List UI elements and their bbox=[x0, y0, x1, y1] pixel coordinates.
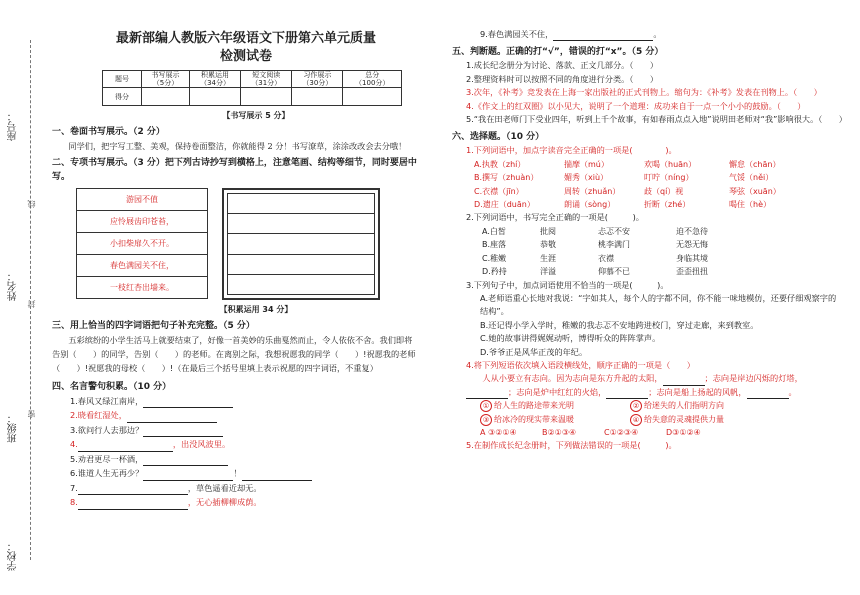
answer-blank[interactable] bbox=[663, 385, 705, 386]
section-3-text: 五彩缤纷的小学生活马上就要结束了，好像一首美妙的乐曲戛然而止，令人依依不舍。我们即将告别（ ）的同学，告别（ ）的老师。在离别之际，我想祝愿我的同学（ ）!祝愿我的老师（ ）!祝愿我的母校（ ）!（在最后三个括号里填上表示祝愿的四字词语，不重复） bbox=[52, 335, 416, 374]
grid-row[interactable] bbox=[228, 255, 374, 275]
name-field: 姓名： bbox=[8, 271, 19, 301]
seal-mark: 封 bbox=[27, 300, 36, 308]
score-cell[interactable] bbox=[142, 88, 190, 106]
choice-q2: 2.下列词语中，书写完全正确的一项是( )。 bbox=[466, 212, 644, 223]
score-table bbox=[102, 70, 402, 106]
score-head: 题号 bbox=[103, 71, 142, 88]
grid-row[interactable] bbox=[228, 214, 374, 234]
quote-item: 7. ，草色遥看近却无。 bbox=[70, 481, 420, 496]
score-cell[interactable] bbox=[343, 88, 402, 106]
grid-row[interactable] bbox=[228, 194, 374, 214]
writing-grid-inner bbox=[227, 193, 375, 295]
class-field: 班级： bbox=[8, 413, 19, 443]
score-head: 积累运用 （34分） bbox=[189, 71, 240, 88]
section-2-title: 二、专项书写展示。（3 分）把下列古诗抄写到横格上，注意笔画、结构等细节，同时要居中写。 bbox=[52, 158, 417, 182]
score-row-label: 得分 bbox=[103, 88, 142, 106]
judge-item: 4.《作文上的红双圈》以小见大，说明了一个道理：成功来自于一点一个小小的鼓励。（ ） bbox=[466, 100, 806, 111]
line-mark: 线 bbox=[27, 200, 36, 208]
quote-item-9: 9.春色满园关不住， 。 bbox=[480, 28, 844, 41]
choice-option-row[interactable]: D.遗庄（duān） 朗诵（sòng） 折断（zhé） 喝住（hè） bbox=[474, 200, 771, 210]
q4-choice-row: ① 给人生的路途带来光明 ② 给迷失的人们指明方向 bbox=[480, 399, 844, 412]
poem-line: 春色满园关不住， bbox=[77, 255, 207, 277]
choice-q1: 1.下列词语中，加点字读音完全正确的一项是( )。 bbox=[466, 145, 677, 156]
title-line-1: 最新部编人教版六年级语文下册第六单元质量 bbox=[115, 31, 376, 46]
answer-blank[interactable] bbox=[78, 509, 188, 510]
choice-option-row[interactable]: C.稚嫩 生涯 衣襟 身临其境 bbox=[482, 253, 708, 263]
section-bar-writing: 【书写展示 5 分】 bbox=[222, 111, 290, 120]
quote-item: 4. ，出没风波里。 bbox=[70, 437, 420, 452]
right-column bbox=[452, 28, 847, 453]
choice-option-row[interactable]: B.座落 恭敬 桃李满门 无怨无悔 bbox=[482, 240, 708, 250]
choice-option[interactable]: C.她的故事讲得娓娓动听，博得听众的阵阵掌声。 bbox=[480, 333, 661, 344]
choice-option-row[interactable]: D.矜持 洋溢 仰慕不已 歪歪扭扭 bbox=[482, 267, 708, 277]
num-circle-1: ① bbox=[480, 400, 492, 412]
secret-mark: 密 bbox=[27, 410, 36, 418]
q4-passage: 人从小要立有志向。因为志向是东方升起的太阳， ；志向是岸边闪烁的灯塔，；志向是炉中红红的火焰， ；志向是船上扬起的风帆， 。 bbox=[466, 372, 844, 399]
score-head: 总分 （100分） bbox=[343, 71, 402, 88]
quote-list bbox=[52, 394, 420, 510]
choice-option[interactable]: D.爷爷正是风华正茂的年纪。 bbox=[480, 346, 588, 357]
choice-option-row[interactable]: A.执教（zhí） 揣摩（mú） 欢喝（huān） 懈怠（chān） bbox=[474, 159, 781, 169]
section-1-text: 同学们，把字写工整、美观，保持卷面整洁，你就能得 2 分！书写潦草，涂涂改改会去分哦！ bbox=[68, 141, 407, 151]
section-6-title: 六、选择题。（10 分） bbox=[452, 132, 545, 143]
poem-line: 游园不值 bbox=[77, 189, 207, 211]
section-3-title: 三、用上恰当的四字词语把句子补充完整。（5 分） bbox=[52, 321, 255, 331]
quote-item: 3.欲问行人去那边？ bbox=[70, 423, 420, 438]
q4-answer-row[interactable]: A ③②①④ B②①③④ C①②③④ D③①②④ bbox=[480, 427, 701, 437]
choice-q4: 4.将下列短语依次填入语段横线处，顺序正确的一项是（ ） bbox=[466, 359, 695, 370]
score-cell[interactable] bbox=[241, 88, 292, 106]
q4-choice-row: ③ 给冰冷的现实带来温暖 ④ 给失意的灵魂提供力量 bbox=[480, 413, 844, 426]
poem-line: 应怜屐齿印苍苔， bbox=[77, 211, 207, 233]
score-cell[interactable] bbox=[292, 88, 343, 106]
num-circle-3: ③ bbox=[480, 414, 492, 426]
num-circle-4: ④ bbox=[630, 414, 642, 426]
choice-q5: 5.在制作成长纪念册时，下列做法错误的一项是( )。 bbox=[466, 440, 677, 451]
poem-line: 一枝红杏出墙来。 bbox=[110, 283, 174, 292]
quote-item: 5.劝君更尽一杯酒， bbox=[70, 452, 420, 467]
binding-strip bbox=[0, 0, 48, 595]
score-cell[interactable] bbox=[189, 88, 240, 106]
writing-grid[interactable] bbox=[222, 188, 380, 300]
judge-item: 1.成长纪念册分为讨论、落款、正文几部分。（ ） bbox=[466, 60, 659, 71]
judge-item: 2.整理资料时可以按照不同的角度进行分类。（ ） bbox=[466, 73, 659, 84]
score-head: 习作展示 （30分） bbox=[292, 71, 343, 88]
grid-row[interactable] bbox=[228, 234, 374, 254]
choice-option[interactable]: A.老师语重心长地对我说：“字如其人，每个人的字都不同，你不能一味地模仿，还要仔细观察字的结构”。 bbox=[480, 292, 837, 317]
seat-field: 座号： bbox=[8, 111, 19, 141]
num-circle-2: ② bbox=[630, 400, 642, 412]
poem-line: 小扣柴扉久不开。 bbox=[77, 233, 207, 255]
poem-box bbox=[76, 188, 208, 299]
choice-option[interactable]: B.还记得小学入学时，稚嫩的我忐忑不安地跨进校门，穿过走廊，来到教室。 bbox=[480, 319, 759, 330]
exam-title bbox=[72, 30, 420, 66]
left-column bbox=[52, 30, 420, 510]
answer-blank[interactable] bbox=[553, 40, 653, 41]
section-1-title: 一、卷面书写展示。（2 分） bbox=[52, 127, 165, 137]
section-5-title: 五、判断题。正确的打“√”，错误的打“x”。（5 分） bbox=[452, 47, 664, 58]
score-head: 书写展示 （5分） bbox=[142, 71, 190, 88]
choice-q3: 3.下列句子中，加点词语使用不恰当的一项是( )。 bbox=[466, 279, 669, 290]
choice-option-row[interactable]: C.衣襟（jīn） 周转（zhuǎn） 歧（qí）视 琴弦（xuān） bbox=[474, 186, 781, 196]
quote-item: 2.晓看红湿处， bbox=[70, 408, 420, 423]
school-field: 学校： bbox=[8, 541, 19, 571]
judge-item: 3.次年，《补考》竞发表在上海一家出版社的正式刊物上。缩句为：《补考》发表在刊物上。（ ） bbox=[466, 87, 822, 98]
section-4-title: 四、名言警句积累。（10 分） bbox=[52, 381, 172, 392]
judge-item: 5.“我在田老师门下受业四年，听到上千个故事，有如春雨点点入地”说明田老师对“我”影响很大。（ ） bbox=[466, 114, 847, 125]
quote-item: 1.春风又绿江南岸， bbox=[70, 394, 420, 409]
section-bar-accumulation: 【积累运用 34 分】 bbox=[219, 305, 293, 314]
quote-item: 8. ，无心插柳柳成荫。 bbox=[70, 495, 420, 510]
quote-item: 6.谁道人生无再少？ ！ bbox=[70, 466, 420, 481]
answer-blank[interactable] bbox=[747, 398, 789, 399]
choice-option-row[interactable]: B.撰写（zhuàn） 媚秀（xiù） 叮咛（níng） 气馁（něi） bbox=[474, 173, 774, 183]
title-line-2: 检测试卷 bbox=[219, 49, 272, 64]
choice-option-row[interactable]: A.白皙 批阅 忐忑不安 迫不急待 bbox=[482, 226, 708, 236]
poem-area bbox=[76, 188, 420, 300]
grid-row[interactable] bbox=[228, 275, 374, 294]
score-head: 短文阅读 （31分） bbox=[241, 71, 292, 88]
